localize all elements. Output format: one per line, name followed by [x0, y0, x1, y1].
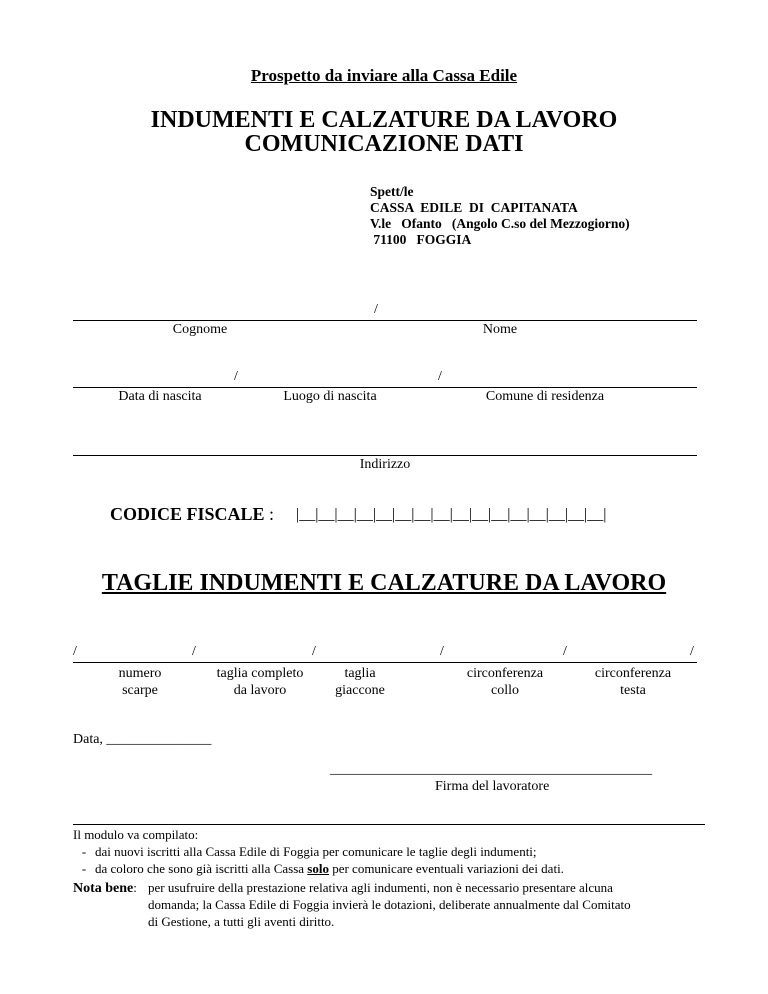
title-line-2: COMUNICAZIONE DATI: [244, 131, 524, 157]
size-separator-slash: /: [690, 644, 694, 659]
recipient-salutation: Spett/le: [370, 184, 414, 199]
notes-divider: [73, 824, 705, 825]
sizes-section-title: TAGLIE INDUMENTI E CALZATURE DA LAVORO: [101, 570, 667, 596]
codice-fiscale-boxes[interactable]: |__|__|__|__|__|__|__|__|__|__|__|__|__|__|__|__|: [296, 506, 607, 523]
codice-fiscale-label: CODICE FISCALE :: [110, 504, 275, 524]
name-input-line[interactable]: [73, 320, 697, 321]
indirizzo-label: Indirizzo: [359, 457, 411, 472]
neck-size-label: circonferenza collo: [466, 666, 544, 698]
size-separator-slash: /: [73, 644, 77, 659]
document-header: Prospetto da inviare alla Cassa Edile: [250, 66, 518, 85]
birth-residence-input-line[interactable]: [73, 387, 697, 388]
nome-label: Nome: [482, 322, 518, 337]
address-input-line[interactable]: [73, 455, 697, 456]
signature-field[interactable]: ______________________________________________: [330, 762, 652, 777]
comune-residenza-label: Comune di residenza: [485, 389, 605, 404]
size-separator-slash: /: [563, 644, 567, 659]
head-size-label: circonferenza testa: [594, 666, 672, 698]
title-line-1: INDUMENTI E CALZATURE DA LAVORO: [150, 107, 618, 133]
work-suit-size-label: taglia completo da lavoro: [216, 666, 304, 698]
luogo-nascita-label: Luogo di nascita: [283, 389, 377, 404]
jacket-size-label: taglia giaccone: [335, 666, 385, 698]
size-separator-slash: /: [312, 644, 316, 659]
recipient-name: CASSA EDILE DI CAPITANATA: [370, 200, 578, 215]
notes-block: [73, 826, 713, 877]
note-item: - da coloro che sono già iscritti alla Cassa solo per comunicare eventuali variazioni dei dati.: [81, 861, 564, 876]
recipient-street: V.le Ofanto (Angolo C.so del Mezzogiorno): [370, 216, 630, 231]
shoe-size-label: numero scarpe: [118, 666, 162, 698]
date-field[interactable]: Data, _______________: [73, 732, 212, 747]
field-separator-slash: /: [234, 369, 238, 384]
nota-bene-label: Nota bene: [73, 881, 134, 896]
field-separator-slash: /: [374, 302, 378, 317]
sizes-input-line[interactable]: [73, 662, 697, 663]
note-item: - dai nuovi iscritti alla Cassa Edile di Foggia per comunicare le taglie degli indumenti;: [81, 844, 537, 859]
signature-label: Firma del lavoratore: [435, 779, 550, 794]
size-separator-slash: /: [440, 644, 444, 659]
data-nascita-label: Data di nascita: [118, 389, 202, 404]
size-separator-slash: /: [192, 644, 196, 659]
cognome-label: Cognome: [172, 322, 228, 337]
field-separator-slash: /: [438, 369, 442, 384]
nota-bene-block: Nota bene: per usufruire della prestazione relativa agli indumenti, non è necessario presentare alcuna domanda; la Cassa Edile di Foggia invierà le dotazioni, deliberate annualmente dal Comitato di Gestione, a tutti gli aventi diritto.: [73, 879, 703, 930]
recipient-city: 71100 FOGGIA: [370, 232, 472, 247]
nota-bene-text: per usufruire della prestazione relativa agli indumenti, non è necessario presentare alcuna domanda; la Cassa Edile di Foggia invierà le dotazioni, deliberate annualmente dal Comitato di Gestione, a tutti gli aventi diritto.: [148, 880, 631, 929]
notes-intro: Il modulo va compilato:: [73, 827, 199, 842]
